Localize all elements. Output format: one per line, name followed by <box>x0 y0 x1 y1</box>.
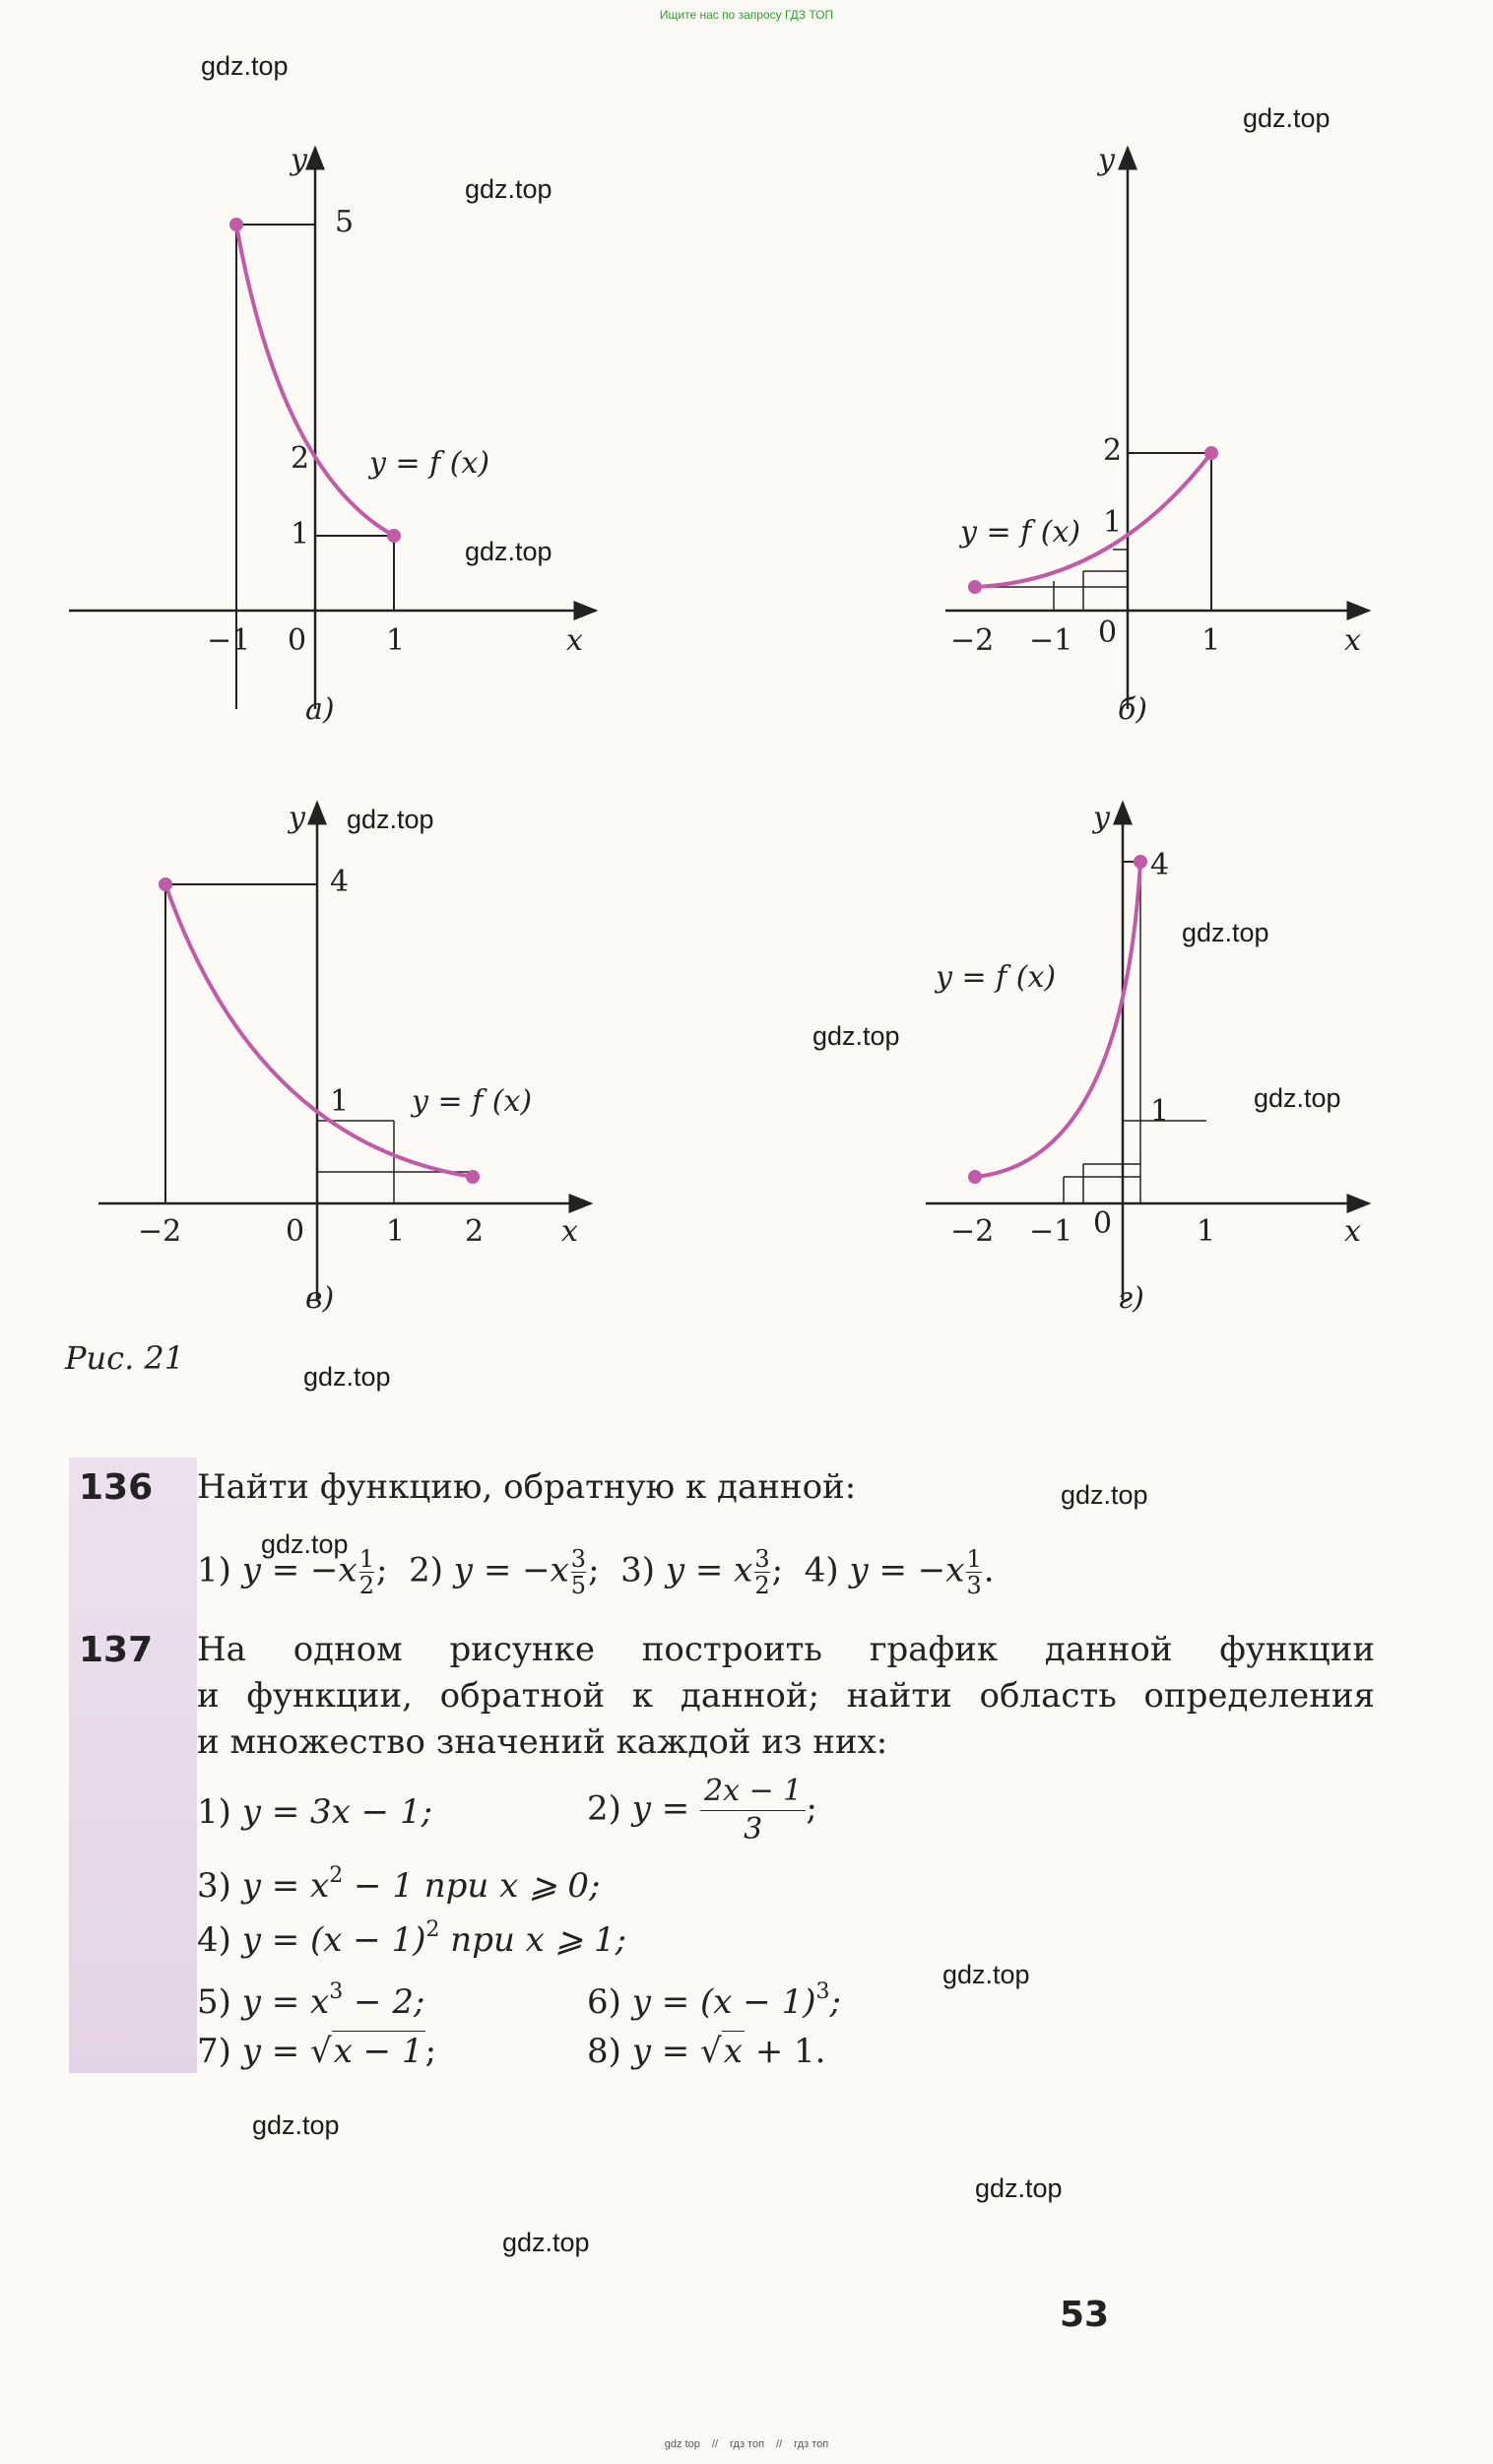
task137-item-3: 3) $y = x^2 - 1$ при x ⩾ 0; <box>197 1863 601 1906</box>
item-number: 2) <box>409 1550 443 1590</box>
watermark: gdz.top <box>1182 918 1269 947</box>
x-tick: 0 <box>286 1214 305 1249</box>
y-tick: 2 <box>291 441 310 476</box>
item-number: 4) <box>804 1550 839 1590</box>
exponent-fraction: $\frac{1}{2}$ <box>358 1545 374 1599</box>
x-axis-label: x <box>561 1214 578 1249</box>
watermark: gdz.top <box>303 1362 391 1392</box>
fraction: $\frac{2x - 1}{3}$ <box>700 1773 806 1848</box>
x-axis-label: x <box>1344 1214 1361 1249</box>
y-tick: 4 <box>1150 848 1170 882</box>
task137-item-8: 8) y = √x + 1. <box>587 2032 826 2071</box>
radicand: x <box>723 2032 743 2071</box>
x-tick: 1 <box>386 1214 406 1249</box>
x-tick: −2 <box>950 1214 995 1249</box>
bottom-ad-links[interactable]: gdz top // гдз топ // гдз топ <box>664 2438 829 2450</box>
task137-item-5: 5) $y = x^3 - 2$; <box>197 1979 425 2022</box>
radicand: x − 1 <box>333 2032 423 2071</box>
x-tick: 0 <box>1093 1206 1113 1241</box>
watermark: gdz.top <box>261 1529 349 1559</box>
y-axis-label: y <box>291 143 307 177</box>
task137-item-4: 4) $y = (x - 1)^2$ при x ⩾ 1; <box>197 1917 627 1960</box>
y-tick: 1 <box>291 517 310 551</box>
panel-label: в) <box>305 1281 335 1316</box>
graph-panel-v <box>98 801 591 1316</box>
task137-item-2: 2) y = $\frac{2x - 1}{3}$ ; <box>587 1774 817 1847</box>
watermark: gdz.top <box>975 2173 1063 2203</box>
y-tick: 1 <box>1150 1094 1170 1129</box>
x-tick: 0 <box>288 623 307 658</box>
task-text: Найти функцию, обратную к данной: <box>197 1467 857 1507</box>
x-tick: −2 <box>138 1214 182 1249</box>
watermark: gdz.top <box>812 1021 900 1051</box>
formula: y = x <box>665 1550 753 1590</box>
watermark: gdz.top <box>347 805 434 834</box>
watermark: gdz.top <box>502 2228 590 2257</box>
y-tick: 1 <box>1103 505 1123 540</box>
y-tick: 1 <box>330 1084 350 1119</box>
item-number: 1) <box>197 1550 231 1590</box>
watermark: gdz.top <box>465 537 552 566</box>
x-tick: 0 <box>1098 616 1118 650</box>
y-tick: 5 <box>335 205 355 239</box>
function-label: y = f (x) <box>369 446 490 481</box>
exponent-fraction: $\frac{3}{5}$ <box>570 1545 587 1599</box>
task137-item-1: 1) y = 3x − 1; <box>197 1792 433 1832</box>
x-axis-label: x <box>566 623 583 658</box>
function-curve-g <box>975 862 1140 1177</box>
x-axis-label: x <box>1344 623 1361 658</box>
function-curve-v <box>165 884 473 1177</box>
graph-panel-a <box>69 143 596 727</box>
task137-item-6: 6) $y = (x - 1)^3$; <box>587 1979 841 2022</box>
function-label: y = f (x) <box>936 960 1057 995</box>
y-axis-label: y <box>1093 801 1110 835</box>
x-tick: −1 <box>207 623 251 658</box>
footer-link[interactable]: гдз топ <box>794 2438 829 2450</box>
x-tick: 2 <box>465 1214 485 1249</box>
watermark: gdz.top <box>465 174 552 204</box>
task-text: и множество значений каждой из них: <box>197 1722 888 1762</box>
task-number: 136 <box>79 1467 154 1508</box>
formula: y = −x <box>849 1550 965 1590</box>
task137-item-7: 7) y = √x − 1; <box>197 2032 437 2071</box>
figure-caption: Рис. 21 <box>65 1339 185 1377</box>
footer-link[interactable]: gdz top <box>664 2438 700 2450</box>
task-text: На одном рисунке построить график данной функции <box>197 1630 1375 1669</box>
y-axis-label: y <box>1098 143 1115 177</box>
exponent-fraction: $\frac{1}{3}$ <box>966 1545 982 1599</box>
panel-label: г) <box>1118 1281 1144 1316</box>
item-number: 3) <box>620 1550 656 1590</box>
task136-items: 1) y = −x $\frac{1}{2}$ ; 2) y = −x $\frac{3}{5}$ ; 3) y = x $\frac{3}{2}$ ; 4) y = −x $\frac{1}{3}$ . <box>197 1545 995 1599</box>
x-tick: −1 <box>1029 623 1073 658</box>
x-tick: 1 <box>386 623 406 658</box>
watermark: gdz.top <box>201 51 289 81</box>
formula: y = −x <box>241 1550 357 1590</box>
watermark: gdz.top <box>252 2110 340 2140</box>
x-tick: 1 <box>1201 623 1221 658</box>
panel-label: а) <box>305 692 335 727</box>
top-ad-banner[interactable]: Ищите нас по запросу ГДЗ ТОП <box>659 8 834 22</box>
task-number: 137 <box>79 1630 154 1670</box>
watermark: gdz.top <box>1254 1083 1341 1113</box>
task-margin-band <box>69 1458 197 2073</box>
watermark: gdz.top <box>1061 1480 1148 1510</box>
task-text: и функции, обратной к данной; найти область определения <box>197 1676 1375 1716</box>
watermark: gdz.top <box>942 1960 1030 1989</box>
exponent-fraction: $\frac{3}{2}$ <box>754 1545 770 1599</box>
panel-label: б) <box>1118 692 1148 727</box>
y-tick: 2 <box>1103 433 1123 468</box>
y-tick: 4 <box>330 865 350 899</box>
formula: y = −x <box>453 1550 569 1590</box>
graph-panel-b <box>945 143 1369 727</box>
graph-panel-g <box>926 801 1369 1316</box>
x-tick: −1 <box>1029 1214 1073 1249</box>
x-tick: −2 <box>950 623 995 658</box>
function-label: y = f (x) <box>412 1084 533 1119</box>
footer-link[interactable]: гдз топ <box>730 2438 765 2450</box>
function-label: y = f (x) <box>960 515 1081 550</box>
y-axis-label: y <box>289 801 305 835</box>
watermark: gdz.top <box>1243 103 1331 133</box>
x-tick: 1 <box>1197 1214 1216 1249</box>
page-number: 53 <box>1060 2295 1110 2335</box>
